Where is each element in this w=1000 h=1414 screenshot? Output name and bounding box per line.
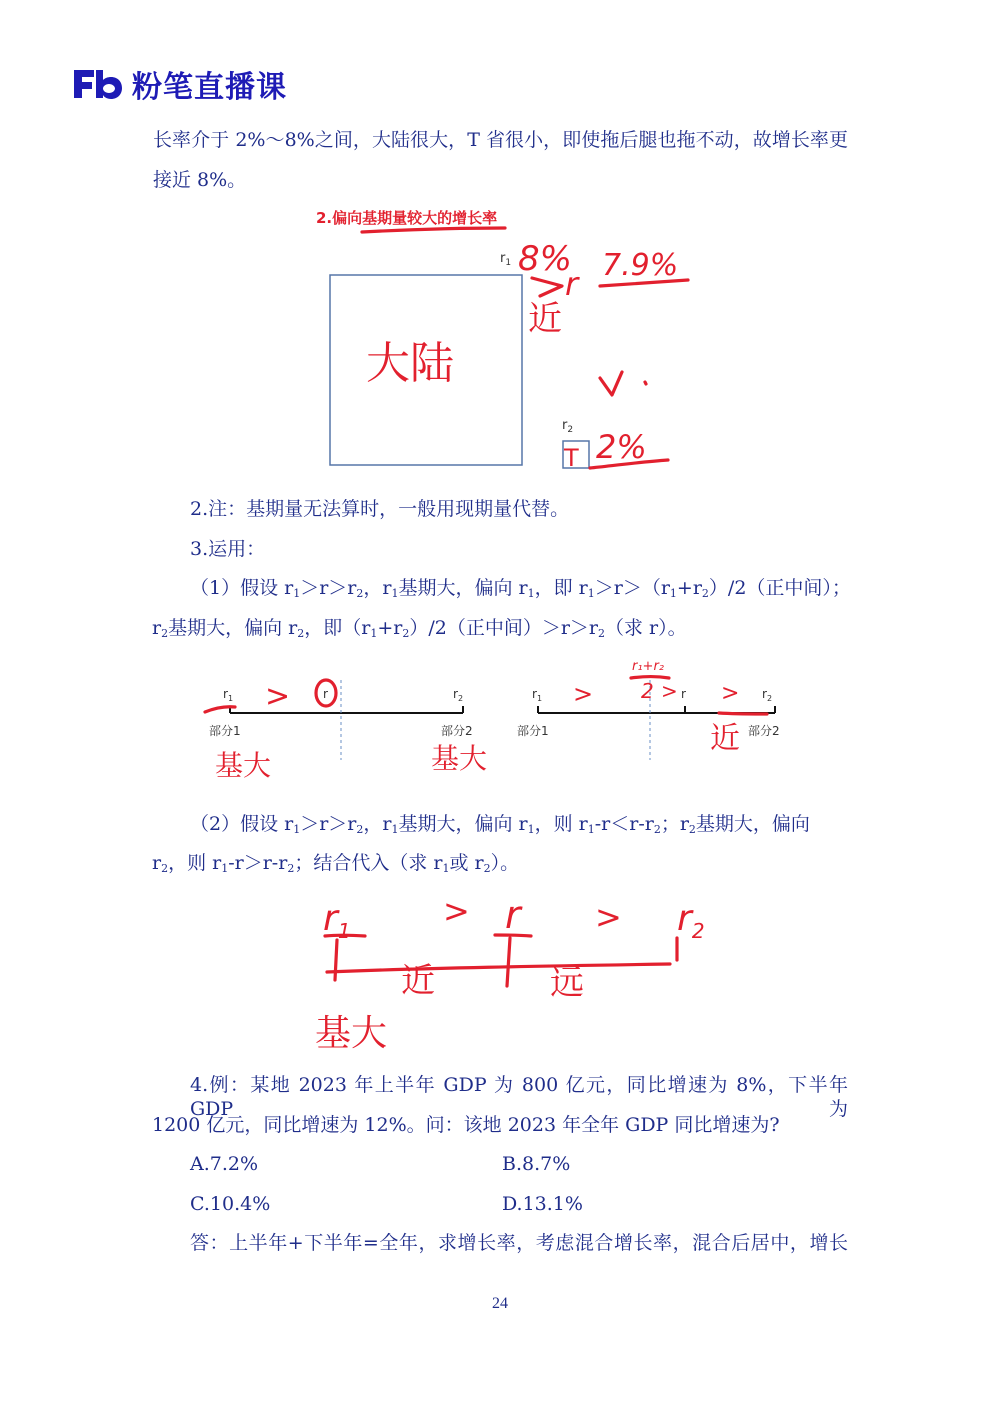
fig1-r1-label: $r_1$ — [500, 251, 512, 268]
fig1-r2-label: $r_2$ — [562, 418, 574, 435]
fig2-right-part1: 部分1 — [517, 724, 549, 738]
figure-mainland-box — [300, 200, 720, 485]
hw-mid-denominator: 2 — [641, 679, 654, 703]
intro-line-1: 长率介于 2%～8%之间，大陆很大，T 省很小，即使拖后腿也拖不动，故增长率更 — [153, 129, 848, 151]
hw-r: r — [565, 265, 579, 303]
hw-r-value: 7.9% — [602, 248, 679, 283]
hw3-gt-2: > — [595, 898, 622, 936]
hw-near-right: 近 — [710, 721, 740, 756]
answer-line: 答：上半年+下半年=全年，求增长率，考虑混合增长率，混合后居中，增长 — [190, 1232, 848, 1254]
hw3-near: 近 — [401, 961, 435, 1001]
option-a: A.7.2% — [190, 1153, 259, 1175]
option-b: B.8.7% — [502, 1153, 571, 1175]
hw-base-big-left: 基大 — [215, 749, 272, 782]
case1-line-2: $r_2$基期大，偏向 $r_2$，即$(r_1+r_2)/2$（正中间）$>r>r_2$（求 r）。 — [152, 617, 687, 640]
case1-line-1: （1）假设 $r_1>r>r_2$，$r_1$基期大，偏向 $r_1$，即 $r_1>r>(r_1+r_2)/2$（正中间）； — [190, 577, 851, 600]
case2-line-1: （2）假设 $r_1>r>r_2$，$r_1$基期大，偏向 $r_1$，则 $r_1-r<r-r_2$；$r_2$基期大，偏向 — [190, 813, 810, 836]
figure-number-lines — [195, 650, 805, 795]
page-number: 24 — [492, 1295, 508, 1312]
fb-logo-icon — [70, 64, 124, 104]
fig2-left-part2: 部分2 — [441, 724, 473, 738]
fig2-left-r: r — [323, 687, 328, 701]
hw3-r1: $r_1$ — [323, 898, 351, 943]
hw-mid-numerator: r₁+r₂ — [632, 659, 665, 674]
hw-base-big-right: 基大 — [431, 742, 488, 775]
hw-t: T — [564, 444, 579, 472]
hw3-r: r — [505, 893, 521, 937]
hw3-far: 远 — [550, 963, 584, 1003]
hw-near: 近 — [528, 299, 562, 339]
usage-title: 3.运用： — [190, 538, 266, 560]
fig1-title: 2.偏向基期量较大的增长率 — [316, 209, 498, 227]
fig2-right-r2: $r_2$ — [762, 687, 773, 703]
brand-logo — [70, 62, 287, 106]
fig2-right-r1: $r_1$ — [532, 687, 543, 703]
hw-gt-right-2: > — [661, 679, 678, 703]
fig2-right-r: r — [681, 687, 686, 701]
hw-gt-right-1: > — [573, 680, 594, 708]
example-line-2: 1200 亿元，同比增速为 12%。问：该地 2023 年全年 GDP 同比增速为? — [152, 1114, 780, 1136]
hw3-r2: $r_2$ — [677, 898, 705, 943]
hw-gt-left: > — [265, 679, 291, 714]
case2-line-2: $r_2$，则 $r_1-r>r-r_2$；结合代入（求 $r_1$或 $r_2$）。 — [152, 852, 520, 875]
option-d: D.13.1% — [502, 1193, 583, 1215]
intro-line-2: 接近 8%。 — [153, 169, 247, 191]
hw-r2-value: 2% — [596, 428, 647, 466]
hw-gt-right-3: > — [721, 681, 740, 706]
option-c: C.10.4% — [190, 1193, 271, 1215]
hw3-base-big: 基大 — [315, 1013, 388, 1054]
fig2-left-part1: 部分1 — [209, 724, 241, 738]
brand-name: 粉笔直播课 — [132, 70, 287, 105]
hw-mainland: 大陆 — [366, 338, 454, 389]
figure-handwritten-line — [305, 890, 745, 1060]
fig2-left-r1: $r_1$ — [223, 687, 234, 703]
fig2-right-part2: 部分2 — [748, 724, 780, 738]
hw3-gt-1: > — [443, 892, 470, 930]
hw-r1-value: 8% — [518, 239, 572, 279]
note: 2.注：基期量无法算时，一般用现期量代替。 — [190, 498, 570, 520]
example-line-1: 4.例：某地 2023 年上半年 GDP 为 800 亿元，同比增速为 8%，下半年 GDP 为 — [190, 1074, 848, 1120]
fig2-left-r2: $r_2$ — [453, 687, 464, 703]
